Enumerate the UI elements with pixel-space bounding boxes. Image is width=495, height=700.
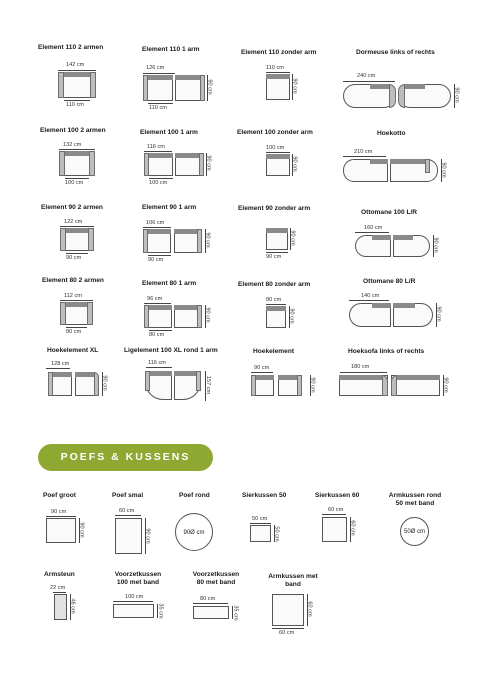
width-label: 60 cm xyxy=(119,508,135,514)
title-sierkussen-50: Sierkussen 50 xyxy=(242,492,287,499)
width-label: 122 cm xyxy=(64,219,83,225)
depth-line xyxy=(64,100,90,101)
title-element-110-2-armen: Element 110 2 armen xyxy=(38,44,104,51)
title-element-90-1-arm: Element 90 1 arm xyxy=(142,204,197,211)
height-label: 90 cm xyxy=(435,306,442,322)
poef-rond-diagram xyxy=(175,513,213,551)
title-element-80-1-arm: Element 80 1 arm xyxy=(142,280,197,287)
width-label: 116 cm xyxy=(147,144,165,150)
depth-line xyxy=(148,255,171,256)
title-armkussen-rond: Armkussen rond 50 met band xyxy=(388,492,442,507)
right-arm xyxy=(90,72,96,98)
backrest xyxy=(405,84,425,89)
height-label: 35 cm xyxy=(157,603,164,619)
height-label: 60 cm xyxy=(349,520,356,536)
backrest xyxy=(148,229,171,234)
width-line xyxy=(113,601,153,602)
backrest xyxy=(370,159,388,164)
depth-label: 90 cm xyxy=(148,257,164,263)
title-element-90-zonder-arm: Element 90 zonder arm xyxy=(238,205,311,212)
corner-back xyxy=(425,159,430,173)
right-arm xyxy=(87,302,93,325)
width-line xyxy=(60,226,94,227)
height-label: 35 cm xyxy=(232,605,239,621)
backrest xyxy=(372,303,391,308)
width-line xyxy=(144,303,171,304)
width-line xyxy=(343,156,386,157)
voorzetkussen-100-diagram xyxy=(113,604,154,618)
width-line xyxy=(266,152,290,153)
width-label: 50 cm xyxy=(252,516,268,522)
width-line xyxy=(144,151,172,152)
width-label: 240 cm xyxy=(357,73,376,79)
right-arm xyxy=(200,75,205,101)
depth-line xyxy=(149,330,172,331)
arm xyxy=(398,84,405,108)
height-label: 90 cm xyxy=(204,307,211,323)
title-voorzetkussen-100: Voorzetkussen 100 met band xyxy=(114,571,162,586)
right-arm xyxy=(88,228,94,251)
backrest xyxy=(390,159,430,164)
width-line xyxy=(46,516,76,517)
height-label: 90 cm xyxy=(291,156,298,172)
depth-label: 110 cm xyxy=(149,105,167,111)
right-arm xyxy=(197,305,202,328)
title-poef-groot: Poef groot xyxy=(43,492,76,499)
title-hoekelement: Hoekelement xyxy=(253,348,295,355)
backrest xyxy=(397,375,440,380)
width-line xyxy=(266,252,288,253)
title-element-100-2-armen: Element 100 2 armen xyxy=(40,127,106,134)
height-label: 60 cm xyxy=(306,601,313,617)
title-element-100-1-arm: Element 100 1 arm xyxy=(140,129,198,136)
height-label: 90 cm xyxy=(289,230,296,246)
title-element-80-zonder-arm: Element 80 zonder arm xyxy=(238,281,311,288)
width-label: 80 cm xyxy=(266,297,282,303)
height-label: 50 cm xyxy=(273,526,280,542)
depth-line xyxy=(65,178,89,179)
right-arm xyxy=(199,153,204,176)
diameter-label: 90Ø cm xyxy=(183,530,205,536)
height-label: 90 cm xyxy=(204,232,211,248)
title-element-110-zonder-arm: Element 110 zonder arm xyxy=(241,49,317,56)
backrest xyxy=(174,305,197,310)
width-label: 90 cm xyxy=(266,254,282,260)
width-label: 132 cm xyxy=(63,142,82,148)
width-line xyxy=(53,592,66,593)
right-arm xyxy=(196,371,201,391)
backrest xyxy=(393,235,413,240)
backrest xyxy=(266,154,290,159)
title-poef-rond: Poef rond xyxy=(179,492,210,499)
width-line xyxy=(115,515,141,516)
side-back xyxy=(251,375,256,396)
width-label: 128 cm xyxy=(51,361,70,367)
sierkussen-50-diagram xyxy=(250,525,271,542)
width-label: 90 cm xyxy=(254,365,270,371)
armkussen-diagram xyxy=(272,594,304,626)
title-voorzetkussen-80: Voorzetkussen 80 met band xyxy=(192,571,240,586)
backrest xyxy=(393,303,415,308)
diameter-label: 50Ø cm xyxy=(403,529,425,535)
width-label: 100 cm xyxy=(125,594,144,600)
title-element-100-zonder-arm: Element 100 zonder arm xyxy=(237,129,313,136)
width-line xyxy=(46,368,70,369)
title-dormeuse: Dormeuse links of rechts xyxy=(356,49,435,56)
backrest xyxy=(66,302,87,307)
depth-label: 100 cm xyxy=(149,180,168,186)
width-label: 60 cm xyxy=(328,507,344,513)
title-hoekotto: Hoekotto xyxy=(377,130,406,137)
poef-smal-diagram xyxy=(115,518,142,554)
depth-line xyxy=(149,178,173,179)
armsteun-diagram xyxy=(54,594,67,620)
right-arm xyxy=(197,229,202,253)
width-label: 126 cm xyxy=(146,65,165,71)
side-back xyxy=(48,372,53,396)
poef-groot-diagram xyxy=(46,518,76,543)
depth-label: 80 cm xyxy=(66,329,82,335)
height-label: 90 cm xyxy=(144,528,151,544)
title-ottomane-100: Ottomane 100 L/R xyxy=(361,209,418,216)
height-label: 90 cm xyxy=(206,79,213,95)
backrest xyxy=(174,229,197,234)
title-element-90-2-armen: Element 90 2 armen xyxy=(41,204,103,211)
title-sierkussen-60: Sierkussen 60 xyxy=(315,492,360,499)
backrest xyxy=(149,153,173,158)
width-label: 100 cm xyxy=(266,145,285,151)
width-label: 96 cm xyxy=(147,296,163,302)
height-label: 90 cm xyxy=(309,377,316,393)
corner-back xyxy=(382,375,388,396)
height-label: 90 cm xyxy=(101,375,108,391)
backrest xyxy=(175,75,200,80)
section-banner-poefs-kussens: POEFS & KUSSENS xyxy=(38,444,213,471)
right-arm xyxy=(89,151,95,176)
backrest xyxy=(149,305,172,310)
width-line xyxy=(349,300,389,301)
width-label: 142 cm xyxy=(66,62,85,68)
title-poef-smal: Poef smal xyxy=(112,492,144,499)
width-line xyxy=(143,227,171,228)
width-line xyxy=(355,232,389,233)
height-label: 90 cm xyxy=(442,377,449,393)
height-label: 90 cm xyxy=(291,78,298,94)
width-label: 116 cm xyxy=(148,360,166,366)
title-element-110-1-arm: Element 110 1 arm xyxy=(142,46,200,53)
width-line xyxy=(250,523,271,524)
width-line xyxy=(322,514,346,515)
depth-label: 100 cm xyxy=(65,180,84,186)
height-label: 90 cm xyxy=(432,237,439,253)
width-line xyxy=(58,70,96,71)
arm xyxy=(389,84,396,108)
width-label: 106 cm xyxy=(146,220,165,226)
height-label: 90 cm xyxy=(205,155,212,171)
height-label: 157 cm xyxy=(205,375,212,395)
depth-label: 80 cm xyxy=(149,332,165,338)
width-line xyxy=(143,73,175,74)
voorzetkussen-80-diagram xyxy=(193,606,229,619)
title-ligelement: Ligelement 100 XL rond 1 arm xyxy=(124,347,218,354)
width-label: 210 cm xyxy=(354,149,373,155)
side-back xyxy=(94,372,99,396)
backrest xyxy=(266,306,286,311)
width-label: 80 cm xyxy=(200,596,216,602)
backrest xyxy=(148,75,173,80)
backrest xyxy=(372,235,391,240)
width-line xyxy=(193,603,228,604)
sierkussen-60-diagram xyxy=(322,517,347,542)
width-line xyxy=(59,149,95,150)
depth-line xyxy=(148,103,173,104)
backrest xyxy=(150,371,172,376)
backrest xyxy=(65,151,89,156)
width-line xyxy=(146,367,172,368)
backrest xyxy=(339,375,382,380)
width-line xyxy=(266,304,286,305)
backrest xyxy=(370,84,390,89)
title-hoeksofa: Hoeksofa links of rechts xyxy=(348,348,425,355)
width-label: 90 cm xyxy=(51,509,67,515)
depth-label: 90 cm xyxy=(66,255,82,261)
width-label: 110 cm xyxy=(266,65,284,71)
backrest xyxy=(64,72,90,77)
title-element-80-2-armen: Element 80 2 armen xyxy=(42,277,104,284)
side-back xyxy=(297,375,302,396)
armkussen-rond-diagram xyxy=(400,517,429,546)
width-line xyxy=(60,300,93,301)
width-label: 60 cm xyxy=(279,630,295,636)
width-label: 112 cm xyxy=(64,293,82,299)
width-line xyxy=(343,81,395,82)
height-label: 90 cm xyxy=(453,87,460,103)
width-label: 22 cm xyxy=(50,585,66,591)
height-label: 90 cm xyxy=(440,162,447,178)
width-line xyxy=(251,372,273,373)
backrest xyxy=(66,228,88,233)
depth-line xyxy=(66,253,88,254)
height-label: 90 cm xyxy=(78,522,85,538)
height-label: 90 cm xyxy=(288,308,295,324)
width-label: 140 cm xyxy=(361,293,380,299)
title-armsteun: Armsteun xyxy=(44,571,75,578)
width-label: 180 cm xyxy=(351,364,370,370)
depth-label: 110 cm xyxy=(66,102,84,108)
backrest xyxy=(266,74,290,79)
height-label: 46 cm xyxy=(69,598,76,614)
backrest xyxy=(175,153,199,158)
backrest xyxy=(174,371,196,376)
width-line xyxy=(266,72,290,73)
depth-line xyxy=(66,327,87,328)
title-ottomane-80: Ottomane 80 L/R xyxy=(363,278,416,285)
width-line xyxy=(272,628,304,629)
width-line xyxy=(340,372,387,373)
title-hoekelement-xl: Hoekelement XL xyxy=(47,347,99,354)
backrest xyxy=(266,228,288,233)
width-label: 160 cm xyxy=(364,225,383,231)
title-armkussen-met-band: Armkussen met band xyxy=(268,573,318,588)
